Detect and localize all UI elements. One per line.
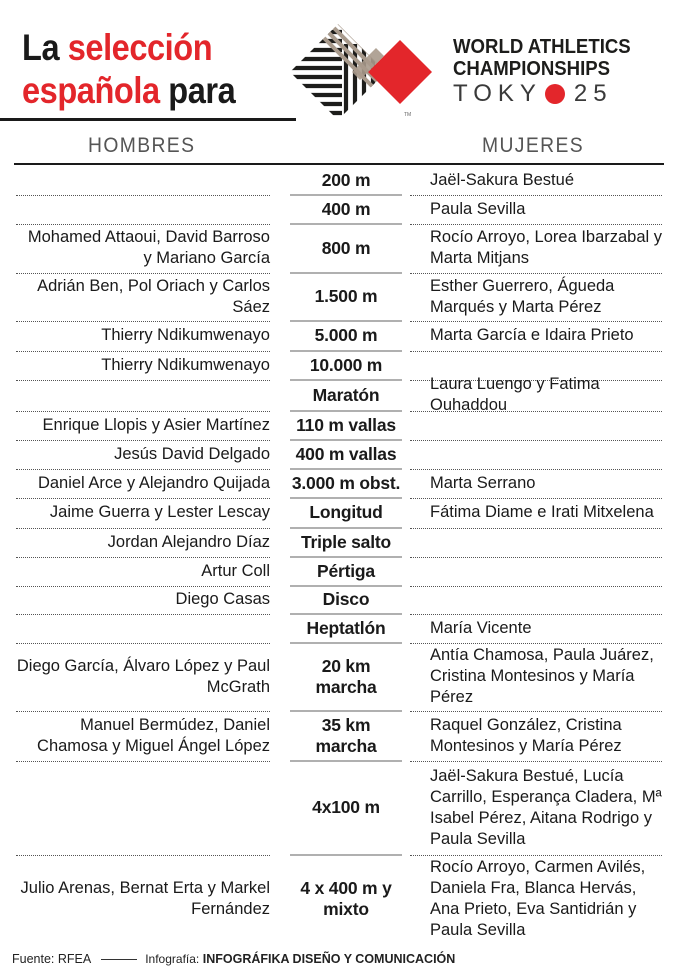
men-athletes bbox=[16, 499, 270, 526]
table-row bbox=[0, 615, 684, 644]
event-name-text: 20 km marcha bbox=[315, 655, 377, 697]
men-athletes bbox=[16, 615, 270, 641]
event-name-text: 3.000 m obst. bbox=[291, 472, 401, 493]
men-athletes bbox=[16, 712, 270, 759]
footer-divider bbox=[101, 959, 137, 960]
women-athletes bbox=[430, 322, 666, 349]
title-word: para bbox=[168, 70, 236, 111]
women-athletes bbox=[430, 441, 666, 467]
women-athletes-text: Jaël-Sakura Bestué bbox=[430, 170, 574, 189]
women-athletes bbox=[430, 558, 666, 584]
event-name bbox=[290, 381, 402, 409]
event-name-text: 200 m bbox=[321, 169, 371, 190]
title-word-highlight: española bbox=[22, 70, 160, 111]
event-name bbox=[290, 441, 402, 467]
men-athletes bbox=[16, 196, 270, 222]
women-athletes bbox=[430, 375, 666, 414]
men-athletes bbox=[16, 762, 270, 853]
men-athletes bbox=[16, 587, 270, 612]
table-row bbox=[0, 441, 684, 470]
women-athletes bbox=[430, 587, 666, 612]
women-athletes bbox=[430, 225, 666, 271]
credit-prefix: Infografía: bbox=[145, 952, 200, 966]
event-name bbox=[290, 470, 402, 496]
women-athletes-text: Fátima Diame e Irati Mitxelena bbox=[430, 503, 654, 521]
logo-red-diamond bbox=[368, 40, 432, 104]
championship-line-1: WORLD ATHLETICS bbox=[453, 36, 631, 58]
table-row bbox=[0, 529, 684, 558]
event-name-text: Disco bbox=[322, 589, 370, 609]
women-athletes-text: Marta Serrano bbox=[430, 473, 536, 492]
event-name-text: 400 m vallas bbox=[295, 443, 397, 464]
table-row bbox=[0, 375, 684, 414]
event-name-text: 1.500 m bbox=[314, 286, 378, 306]
event-name bbox=[290, 558, 402, 584]
men-column-header: HOMBRES bbox=[88, 134, 196, 157]
women-athletes-text: Jaël-Sakura Bestué, Lucía Carrillo, Esperança Cladera, Mª Isabel Pérez, Aitana Rodrigo y Paula Sevilla bbox=[430, 766, 662, 848]
men-athletes bbox=[16, 225, 270, 271]
credit-name: INFOGRÁFIKA DISEÑO Y COMUNICACIÓN bbox=[202, 952, 456, 966]
event-name bbox=[290, 352, 402, 378]
men-athletes-text: Manuel Bermúdez, Daniel Chamosa y Miguel Ángel López bbox=[37, 715, 270, 755]
title-line-1 bbox=[22, 26, 235, 69]
event-name bbox=[290, 644, 402, 709]
men-athletes bbox=[16, 412, 270, 438]
men-athletes-text: Jaime Guerra y Lester Lescay bbox=[49, 503, 270, 521]
women-athletes bbox=[430, 615, 666, 641]
men-athletes bbox=[16, 167, 270, 193]
men-athletes bbox=[16, 441, 270, 467]
city-name: TOKY bbox=[453, 80, 542, 107]
event-name bbox=[290, 615, 402, 641]
header-rule bbox=[14, 163, 664, 165]
event-name-text: 5.000 m bbox=[314, 325, 378, 345]
event-name bbox=[290, 322, 402, 349]
event-name-text: 10.000 m bbox=[309, 354, 383, 375]
women-athletes-text: Raquel González, Cristina Montesinos y María Pérez bbox=[430, 715, 622, 755]
women-athletes bbox=[430, 762, 666, 853]
event-name bbox=[290, 196, 402, 222]
table-row bbox=[0, 712, 684, 762]
women-athletes bbox=[430, 412, 666, 438]
women-athletes-text: Laura Luengo y Fatima Ouhaddou bbox=[430, 375, 600, 414]
table-row bbox=[0, 644, 684, 712]
men-athletes-text: Enrique Llopis y Asier Martínez bbox=[42, 415, 270, 434]
table-row bbox=[0, 558, 684, 587]
trademark-mark: TM bbox=[404, 112, 412, 118]
women-athletes-text: Antía Chamosa, Paula Juárez, Cristina Montesinos y María Pérez bbox=[430, 646, 654, 706]
men-athletes bbox=[16, 352, 270, 378]
table-row bbox=[0, 499, 684, 529]
men-athletes-text: Diego Casas bbox=[175, 590, 270, 608]
world-athletics-logo bbox=[290, 24, 438, 120]
event-name-text: Heptatlón bbox=[306, 617, 386, 638]
footer bbox=[12, 952, 455, 966]
title-rule bbox=[0, 118, 296, 121]
event-name-text: 4x100 m bbox=[312, 797, 380, 817]
event-name bbox=[290, 274, 402, 319]
table-row bbox=[0, 274, 684, 322]
men-athletes-text: Adrián Ben, Pol Oriach y Carlos Sáez bbox=[37, 276, 270, 316]
table-row bbox=[0, 587, 684, 615]
women-column-header: MUJERES bbox=[482, 134, 584, 157]
event-name bbox=[290, 762, 402, 853]
event-name bbox=[290, 499, 402, 526]
table-row bbox=[0, 322, 684, 352]
table-row bbox=[0, 470, 684, 499]
table-row bbox=[0, 196, 684, 225]
women-athletes-text: Esther Guerrero, Águeda Marqués y Marta Pérez bbox=[430, 276, 615, 316]
men-athletes bbox=[16, 558, 270, 584]
table-row bbox=[0, 225, 684, 274]
event-name bbox=[290, 856, 402, 942]
table-row bbox=[0, 762, 684, 856]
men-athletes bbox=[16, 856, 270, 942]
event-name bbox=[290, 712, 402, 759]
title-word: La bbox=[22, 27, 60, 68]
event-name bbox=[290, 225, 402, 271]
title-line-2 bbox=[22, 69, 235, 112]
women-athletes bbox=[430, 856, 666, 942]
women-athletes bbox=[430, 529, 666, 555]
men-athletes-text: Artur Coll bbox=[201, 561, 270, 580]
men-athletes-text: Jordan Alejandro Díaz bbox=[107, 532, 270, 551]
event-name-text: Maratón bbox=[312, 384, 380, 405]
red-sun-icon bbox=[545, 84, 565, 104]
title-word-highlight: selección bbox=[67, 27, 213, 68]
men-athletes bbox=[16, 529, 270, 555]
logo-stripes-dark bbox=[290, 32, 382, 120]
men-athletes bbox=[16, 322, 270, 349]
event-name-text: 800 m bbox=[321, 237, 371, 258]
men-athletes-text: Thierry Ndikumwenayo bbox=[101, 326, 270, 344]
women-athletes bbox=[430, 196, 666, 222]
women-athletes bbox=[430, 644, 666, 709]
source-note: Fuente: RFEA bbox=[12, 952, 92, 966]
table-row bbox=[0, 412, 684, 441]
women-athletes-text: Rocío Arroyo, Lorea Ibarzabal y Marta Mitjans bbox=[430, 228, 663, 267]
men-athletes bbox=[16, 644, 270, 709]
men-athletes-text: Thierry Ndikumwenayo bbox=[101, 355, 270, 374]
event-name-text: Longitud bbox=[309, 502, 383, 522]
table-row bbox=[0, 167, 684, 196]
championship-year: 25 bbox=[573, 80, 613, 107]
event-name-text: 4 x 400 m y mixto bbox=[300, 878, 392, 919]
event-name-text: 400 m bbox=[321, 198, 371, 219]
women-athletes bbox=[430, 499, 666, 526]
men-athletes-text: Jesús David Delgado bbox=[114, 444, 270, 463]
men-athletes bbox=[16, 274, 270, 319]
event-name-text: 110 m vallas bbox=[296, 414, 396, 435]
women-athletes-text: María Vicente bbox=[430, 618, 532, 637]
event-name-text: Pértiga bbox=[317, 560, 375, 581]
event-name bbox=[290, 587, 402, 612]
event-name bbox=[290, 529, 402, 555]
women-athletes bbox=[430, 470, 666, 496]
women-athletes bbox=[430, 167, 666, 193]
men-athletes-text: Daniel Arce y Alejandro Quijada bbox=[37, 473, 270, 492]
women-athletes-text: Marta García e Idaira Prieto bbox=[430, 326, 634, 344]
table-row bbox=[0, 856, 684, 945]
event-name-text: Triple salto bbox=[301, 531, 391, 552]
event-name bbox=[290, 412, 402, 438]
men-athletes-text: Mohamed Attaoui, David Barroso y Mariano García bbox=[27, 228, 270, 267]
men-athletes-text: Julio Arenas, Bernat Erta y Markel Fernández bbox=[20, 879, 270, 918]
men-athletes-text: Diego García, Álvaro López y Paul McGrath bbox=[16, 656, 270, 696]
championship-line-2: CHAMPIONSHIPS bbox=[453, 58, 611, 80]
women-athletes bbox=[430, 712, 666, 759]
women-athletes bbox=[430, 274, 666, 319]
women-athletes-text: Paula Sevilla bbox=[430, 199, 526, 218]
event-name bbox=[290, 167, 402, 193]
championship-wordmark bbox=[453, 36, 644, 107]
men-athletes bbox=[16, 470, 270, 496]
championship-city bbox=[453, 81, 644, 107]
women-athletes-text: Rocío Arroyo, Carmen Avilés, Daniela Fra, Blanca Hervás, Ana Prieto, Eva Santidrián y Paula Sevilla bbox=[430, 858, 646, 939]
page-title bbox=[22, 26, 235, 112]
event-name-text: 35 km marcha bbox=[315, 714, 377, 756]
men-athletes bbox=[16, 381, 270, 409]
